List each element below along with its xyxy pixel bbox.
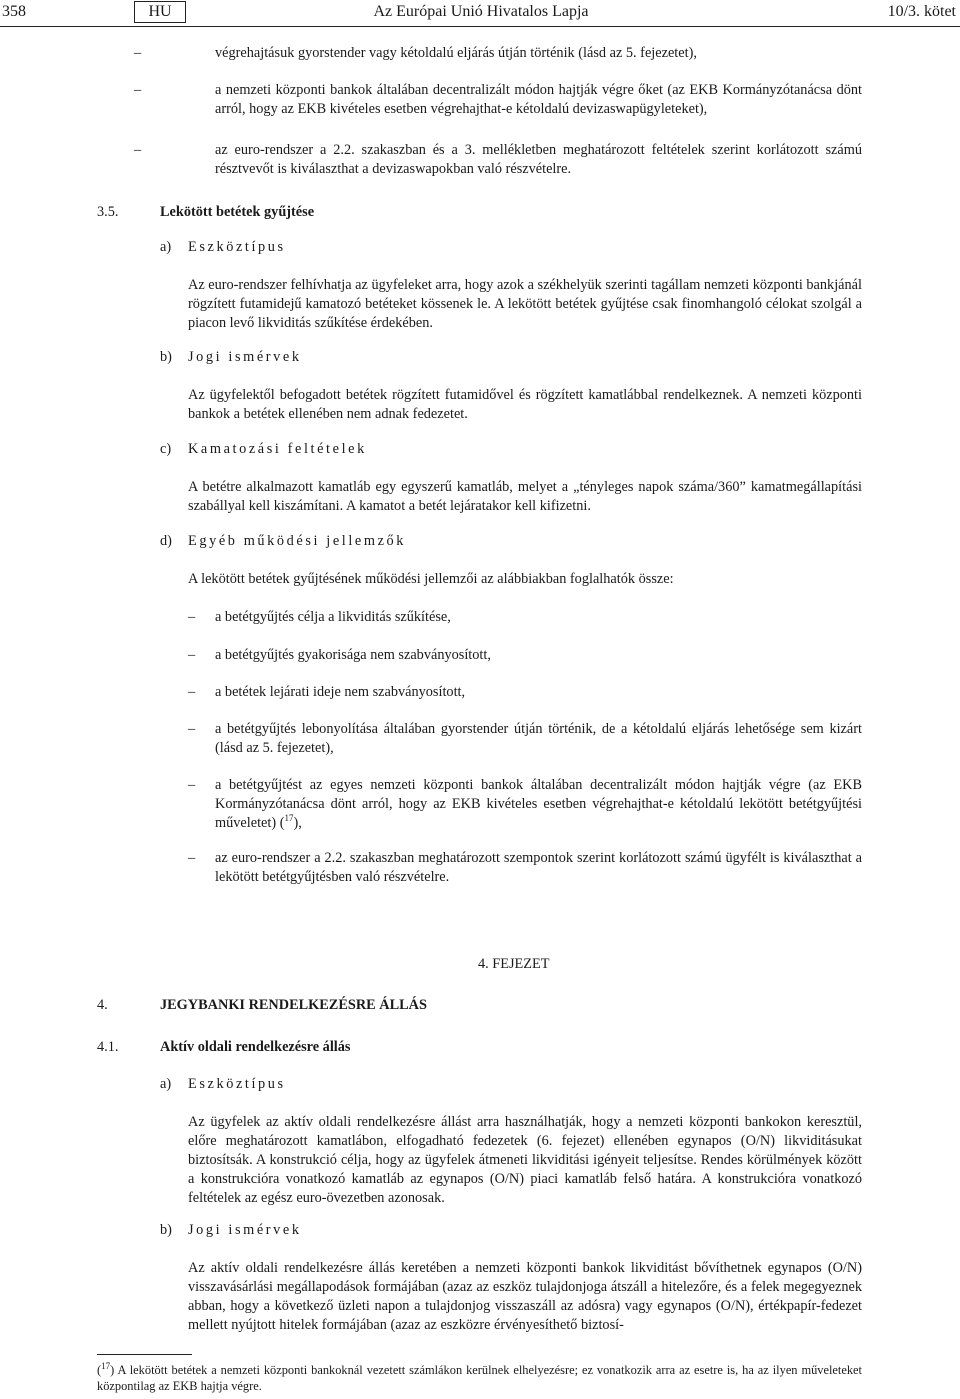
volume-label: 10/3. kötet	[887, 3, 956, 20]
list-dash: –	[134, 142, 142, 158]
subsection-title: Jogi ismérvek	[188, 349, 302, 365]
subsection-b-heading	[160, 1221, 302, 1240]
footnote-separator	[97, 1354, 192, 1355]
list-item: a betétgyűjtés célja a likviditás szűkítése,	[215, 609, 451, 625]
page-number: 358	[2, 3, 26, 20]
subsection-a-heading	[160, 238, 286, 257]
list-dash: –	[134, 45, 142, 61]
section-title: Lekötött betétek gyűjtése	[160, 204, 315, 220]
subsection-title: Kamatozási feltételek	[188, 441, 367, 457]
list-item: a betétek lejárati ideje nem szabványosított,	[215, 684, 466, 700]
list-item	[215, 776, 862, 833]
journal-title: Az Európai Unió Hivatalos Lapja	[373, 3, 589, 20]
list-dash: –	[188, 647, 196, 663]
page-header	[0, 0, 960, 27]
footnote: ($^{17}$) A lekötött betétek a nemzeti központi bankoknál vezetett számlákon kerülnek elhelyezésre; ez vonatkozik arra az esetre is, ha az ilyen műveleteket központilag az EKB hajtja végre.	[97, 1360, 862, 1393]
subsection-c-heading	[160, 440, 367, 459]
section-number: 3.5.	[97, 204, 119, 220]
subsection-letter: a)	[160, 239, 172, 255]
subsection-title: Jogi ismérvek	[188, 1222, 302, 1238]
list-dash: –	[188, 850, 196, 866]
footnote-text: A lekötött betétek a nemzeti központi bankoknál vezetett számlákon kerülnek elhelyezésre; ez vonatkozik arra az esetre is, ha az ilyen műveleteket központilag az EKB hajtja végre.	[97, 1363, 862, 1393]
list-item: az euro-rendszer a 2.2. szakaszban meghatározott szempontok szerint korlátozott számú ügyfélt is kiválaszthat a lekötött betétgyűjtésben való részvételre.	[215, 850, 862, 885]
list-item: a nemzeti központi bankok általában decentralizált módon hajtják végre őket (az EKB Kormányzótanácsa dönt arról, hogy az EKB kivételes esetben végrehajthat-e kétoldalú devizaswapügyleteket),	[215, 82, 862, 117]
subsection-d-heading	[160, 532, 406, 551]
subsection-a-heading	[160, 1075, 286, 1094]
list-item-tail: ),	[293, 815, 302, 831]
paragraph: A lekötött betétek gyűjtésének működési jellemzői az alábbiakban foglalhatók össze:	[188, 571, 674, 587]
paragraph: Az ügyfelek az aktív oldali rendelkezésre állást arra használhatják, hogy a nemzeti központi bankokon keresztül, előre meghatározott kamatlábon, elfogadható fedezetek (6. fejezet) ellenében egynapos (O/N) likviditásukat biztosítsák. A konstrukció célja, hogy az ügyfelek átmeneti likviditási igényeit teljesítse. Rendes körülmények között a konstrukcióra vonatkozó kamatláb az egynapos (O/N) piaci kamatláb felső határa. A konstrukcióra vonatkozó feltételek az egész euro-övezetben azonosak.	[188, 1114, 862, 1206]
footnote-marker: 17	[101, 1360, 111, 1371]
subsection-letter: b)	[160, 1222, 172, 1238]
subsection-title: Egyéb működési jellemzők	[188, 533, 407, 549]
chapter-title: JEGYBANKI RENDELKEZÉSRE ÁLLÁS	[160, 997, 427, 1013]
list-item: a betétgyűjtés lebonyolítása általában gyorstender útján történik, de a kétoldalú eljárás lehetősége sem kizárt (lásd az 5. fejezetet),	[215, 721, 862, 756]
list-item: a betétgyűjtés gyakorisága nem szabványosított,	[215, 647, 491, 663]
chapter-label: 4. FEJEZET	[478, 956, 550, 972]
section-title: Aktív oldali rendelkezésre állás	[160, 1039, 351, 1055]
paragraph: Az euro-rendszer felhívhatja az ügyfeleket arra, hogy azok a székhelyük szerinti tagállam nemzeti központi bankjánál rögzített futamidejű kamatozó betéteket kössenek le. A lekötött betétek gyűjtése csak finomhangoló célokat szolgál a piacon levő likviditás szűkítése érdekében.	[188, 277, 862, 331]
list-item: végrehajtásuk gyorstender vagy kétoldalú eljárás útján történik (lásd az 5. fejezetet),	[215, 45, 697, 61]
subsection-letter: b)	[160, 349, 172, 365]
list-dash: –	[188, 684, 196, 700]
list-item-text: a betétgyűjtést az egyes nemzeti központi bankok általában decentralizált módon hajtják végre (az EKB Kormányzótanácsa dönt arról, hogy az EKB kivételes esetben végrehajthat-e kétoldalú lekötött betétgyűjtési műveletet) (	[215, 777, 862, 831]
subsection-title: Eszköztípus	[188, 239, 286, 255]
paragraph: A betétre alkalmazott kamatláb egy egyszerű kamatláb, melyet a „tényleges napok száma/360” kamatmegállapítási szabállyal kell kiszámítani. A kamatot a betét lejáratakor kell kifizetni.	[188, 479, 862, 514]
list-dash: –	[134, 82, 142, 98]
list-dash: –	[188, 721, 196, 737]
footnote-ref[interactable]: 17	[284, 813, 294, 824]
list-item: az euro-rendszer a 2.2. szakaszban és a 3. mellékletben meghatározott feltételek szerint korlátozott számú résztvevőt is kiválaszthat a devizaswapokban való részvételre.	[215, 142, 862, 177]
subsection-b-heading	[160, 348, 302, 367]
language-box: HU	[134, 1, 186, 23]
list-dash: –	[188, 609, 196, 625]
paragraph: Az aktív oldali rendelkezésre állás keretében a nemzeti központi bankok likviditást bővíthetnek egynapos (O/N) visszavásárlási megállapodások formájában (azaz az eszköz tulajdonjoga átszáll a hitelezőre, és a felek megegyeznek abban, hogy a következő üzleti napon a tulajdonjog visszaszáll az adósra) vagy egynapos (O/N), értékpapír-fedezet mellett nyújtott hitelek formájában (azaz az eszközre érvényesíthető biztosí-	[188, 1260, 862, 1333]
list-dash: –	[188, 777, 196, 793]
subsection-letter: c)	[160, 441, 172, 457]
subsection-title: Eszköztípus	[188, 1076, 286, 1092]
subsection-letter: d)	[160, 533, 172, 549]
section-number: 4.1.	[97, 1039, 119, 1055]
subsection-letter: a)	[160, 1076, 172, 1092]
paragraph: Az ügyfelektől befogadott betétek rögzített futamidővel és rögzített kamatlábbal rendelkeznek. A nemzeti központi bankok a betétek ellenében nem adnak fedezetet.	[188, 387, 862, 422]
chapter-number: 4.	[97, 997, 108, 1013]
